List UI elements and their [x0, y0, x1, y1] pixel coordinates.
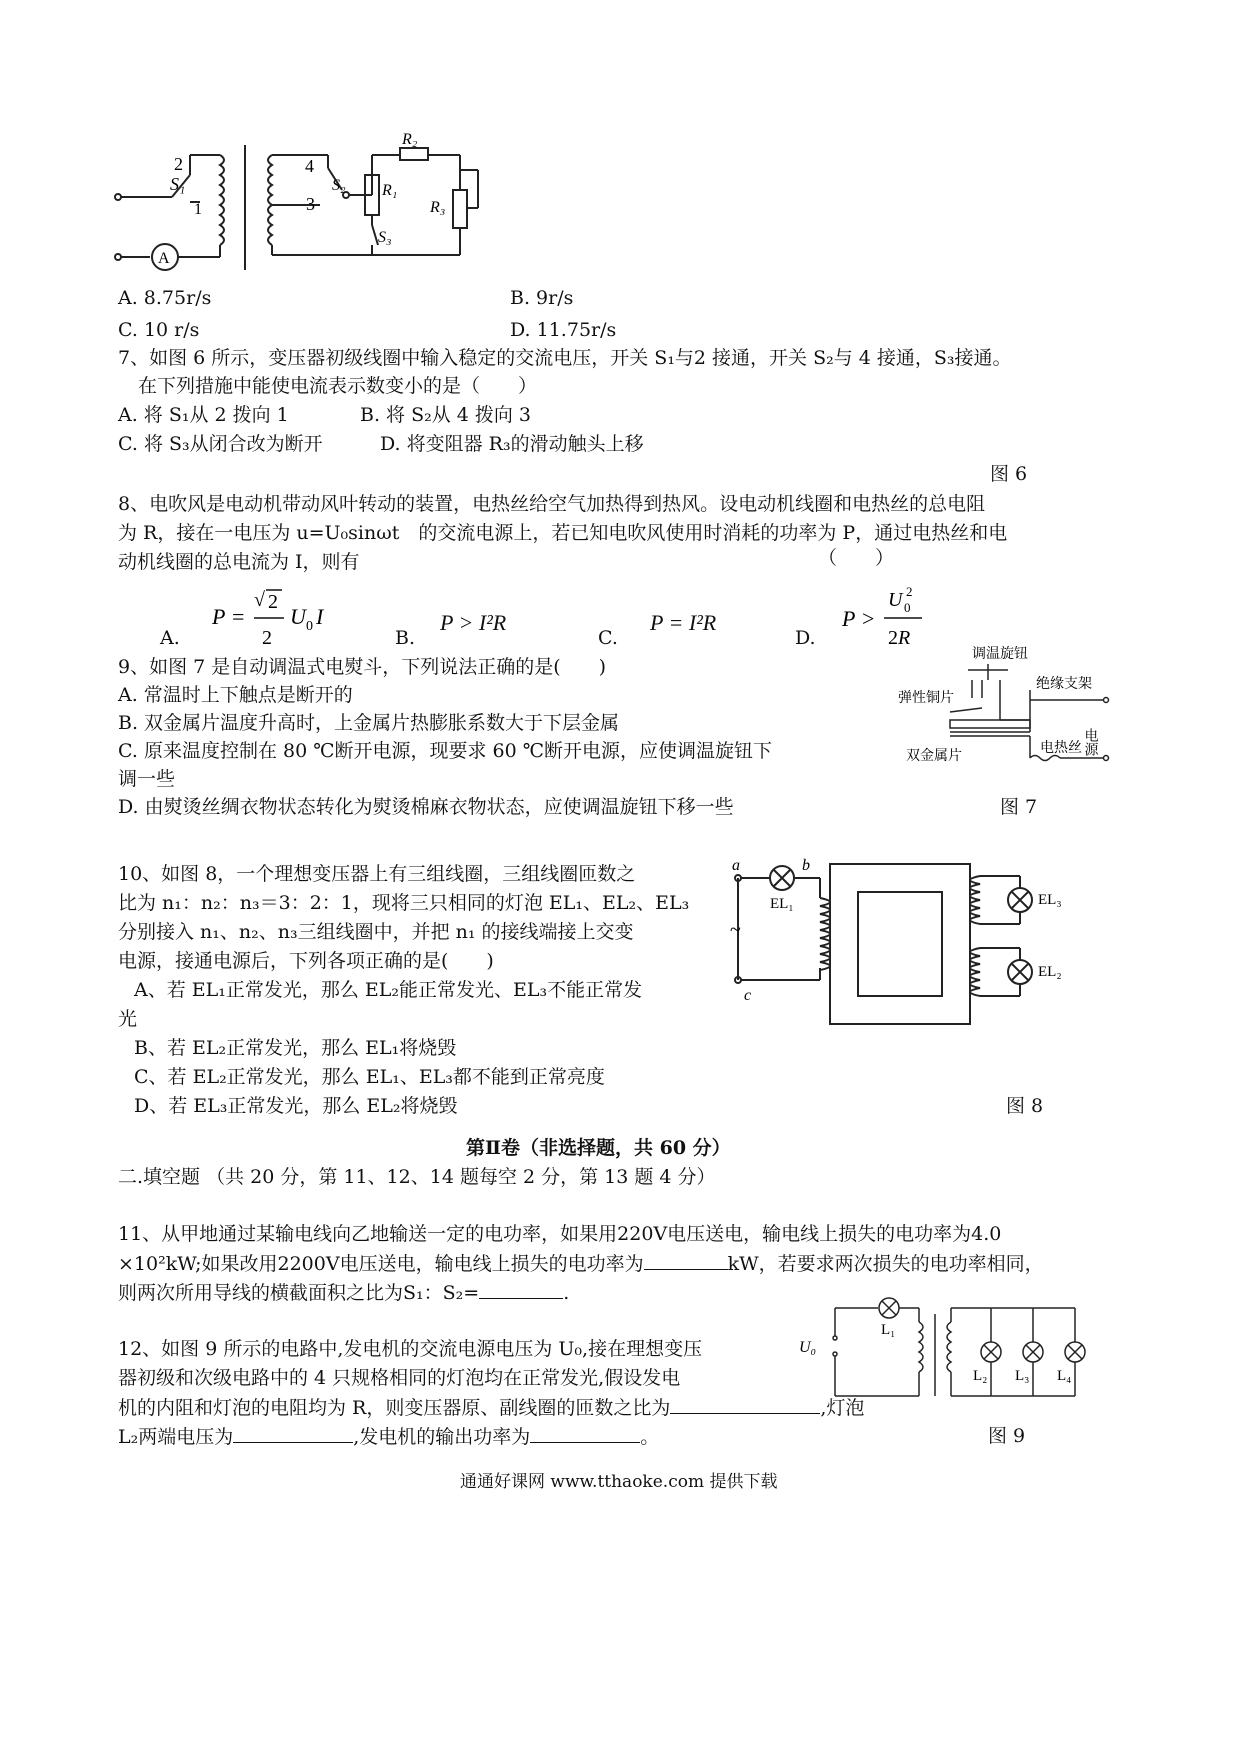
label-3: 3: [306, 194, 315, 214]
q12-line2: 器初级和次级电路中的 4 只规格相同的灯泡均在正常发光,假设发电: [118, 1367, 681, 1389]
label-s3: S₃: [378, 229, 392, 246]
fig8-label-ac: ~: [730, 919, 741, 941]
fig9-label-l4: L₄: [1057, 1368, 1072, 1384]
q11-line3: [118, 1280, 569, 1305]
fig9-label-l3: L₃: [1015, 1368, 1030, 1384]
figure-7-iron: [890, 640, 1120, 790]
figure-9-caption: 图 9: [988, 1425, 1026, 1447]
fig8-label-el2: EL₂: [1038, 964, 1062, 980]
q6-option-c: C. 10 r/s: [118, 319, 200, 341]
q9-option-c-line1: C. 原来温度控制在 80 ℃断开电源，现要求 60 ℃断开电源，应使调温旋钮下: [118, 740, 772, 762]
q10-option-c: C、若 EL₂正常发光，那么 EL₁、EL₃都不能到正常亮度: [134, 1066, 605, 1088]
q12-line3-post: ,灯泡: [820, 1397, 865, 1419]
page-footer: 通通好课网 www.tthaoke.com 提供下载: [460, 1472, 778, 1492]
q11-line2: [118, 1251, 1044, 1276]
section-2-title: 第Ⅱ卷（非选择题，共 60 分）: [466, 1137, 731, 1159]
q8-option-b-label: B.: [395, 627, 416, 649]
q12-line4-pre: L₂两端电压为: [118, 1426, 234, 1448]
label-r2: R₂: [402, 131, 418, 148]
fig9-label-l2: L₂: [973, 1368, 988, 1384]
q10-option-d: D、若 EL₃正常发光，那么 EL₂将烧毁: [134, 1095, 458, 1117]
fig7-label-bimetal: 双金属片: [906, 749, 962, 764]
figure-6-caption: 图 6: [990, 463, 1028, 485]
label-4: 4: [305, 156, 314, 176]
label-r3: R₃: [430, 199, 446, 216]
fig8-label-a: a: [732, 858, 740, 874]
q9-option-a: A. 常温时上下触点是断开的: [118, 684, 353, 706]
q12-line4-mid: ,发电机的输出功率为: [353, 1426, 531, 1448]
svg-text:2R: 2R: [888, 627, 911, 649]
label-2: 2: [174, 154, 183, 174]
figure-7-caption: 图 7: [1000, 796, 1038, 818]
q8-line3: 动机线圈的总电流为 I，则有: [118, 551, 360, 573]
q8-line2: 为 R，接在一电压为 u=U₀sinωt 的交流电源上，若已知电吹风使用时消耗的功率为 P，通过电热丝和电: [118, 522, 1008, 544]
q11-blank-1[interactable]: [644, 1251, 728, 1270]
q8-formula-a: [210, 582, 360, 666]
figure-8-transformer: [730, 858, 1110, 1038]
q10-line3: 分别接入 n₁、n₂、n₃三组线圈中，并把 n₁ 的接线端接上交变: [118, 921, 634, 943]
q8-option-c-label: C.: [598, 627, 618, 649]
label-s2: S₂: [332, 177, 346, 194]
q11-line2-pre: ×10²kW;如果改用2200V电压送电，输电线上损失的电功率为: [118, 1253, 644, 1275]
svg-text:2: 2: [268, 591, 278, 613]
fig9-label-l1: L₁: [881, 1322, 896, 1338]
label-r1: R₁: [382, 182, 398, 199]
fig8-label-c: c: [744, 987, 752, 1004]
q8-formula-c: P = I²R: [650, 610, 717, 635]
q8-answer-bracket: （ ）: [818, 547, 895, 569]
q11-line2-post: kW，若要求两次损失的电功率相同，: [727, 1253, 1044, 1275]
svg-text:2: 2: [262, 627, 272, 649]
ammeter-label: A: [158, 250, 170, 267]
q7-option-b: B. 将 S₂从 4 拨向 3: [360, 404, 532, 426]
q10-line1: 10、如图 8，一个理想变压器上有三组线圈，三组线圈匝数之: [118, 863, 636, 885]
q9-option-c-line2: 调一些: [118, 768, 176, 790]
q11-line3-post: .: [563, 1282, 570, 1304]
q9-option-d: D. 由熨烫丝绸衣物状态转化为熨烫棉麻衣物状态，应使调温旋钮下移一些: [118, 796, 734, 818]
q12-line1: 12、如图 9 所示的电路中,发电机的交流电源电压为 U₀,接在理想变压: [118, 1338, 703, 1360]
q12-line4: [118, 1424, 659, 1449]
q6-option-d: D. 11.75r/s: [510, 319, 617, 341]
q8-line1: 8、电吹风是电动机带动风叶转动的装置，电热丝给空气加热得到热风。设电动机线圈和电热丝的总电阻: [118, 493, 986, 515]
q11-blank-2[interactable]: [479, 1280, 563, 1299]
fig9-label-u0: U₀: [799, 1339, 817, 1356]
svg-text:=: =: [232, 604, 245, 629]
fig7-label-copper: 弹性铜片: [898, 691, 954, 706]
figure-6-circuit: [110, 120, 490, 280]
q7-option-d: D. 将变阻器 R₃的滑动触头上移: [380, 433, 644, 455]
q10-line2: 比为 n₁：n₂：n₃＝3：2：1，现将三只相同的灯泡 EL₁、EL₂、EL₃: [118, 892, 690, 914]
q7-option-a: A. 将 S₁从 2 拨向 1: [118, 404, 289, 426]
q12-blank-2[interactable]: [233, 1424, 353, 1443]
label-1: 1: [194, 201, 202, 218]
q12-blank-1[interactable]: [670, 1395, 820, 1414]
fig8-label-el1: EL₁: [770, 896, 794, 912]
q12-line3: [118, 1395, 864, 1420]
svg-text:U: U: [290, 604, 306, 629]
fig7-label-power: 电源: [1082, 728, 1098, 756]
q8-option-a-label: A.: [160, 627, 180, 649]
q11-line3-pre: 则两次所用导线的横截面积之比为S₁：S₂=: [118, 1282, 480, 1304]
fig8-label-b: b: [802, 858, 810, 874]
svg-text:0: 0: [306, 619, 313, 634]
svg-text:>: >: [862, 606, 875, 631]
q11-line1: 11、从甲地通过某输电线向乙地输送一定的电功率，如果用220V电压送电，输电线上损失的电功率为4.0: [118, 1223, 1002, 1245]
q9-option-b: B. 双金属片温度升高时，上金属片热膨胀系数大于下层金属: [118, 712, 620, 734]
q7-stem-line1: 7、如图 6 所示，变压器初级线圈中输入稳定的交流电压，开关 S₁与2 接通，开关 S₂与 4 接通，S₃接通。: [118, 347, 1012, 369]
q12-line3-pre: 机的内阻和灯泡的电阻均为 R，则变压器原、副线圈的匝数之比为: [118, 1397, 671, 1419]
section-2-subtitle: 二.填空题 （共 20 分，第 11、12、14 题每空 2 分，第 13 题 4 分）: [118, 1166, 716, 1188]
q7-option-c: C. 将 S₃从闭合改为断开: [118, 433, 323, 455]
svg-text:P: P: [842, 606, 856, 631]
svg-text:√: √: [254, 589, 265, 611]
q6-option-a: A. 8.75r/s: [118, 287, 212, 309]
q12-line4-post: 。: [640, 1426, 660, 1448]
fig7-label-heater: 电热丝: [1040, 741, 1082, 756]
svg-text:0: 0: [904, 600, 911, 615]
figure-8-caption: 图 8: [1006, 1095, 1044, 1117]
svg-text:U: U: [888, 589, 903, 611]
q7-stem-line2: 在下列措施中能使电流表示数变小的是（ ）: [138, 375, 538, 397]
q12-blank-3[interactable]: [530, 1424, 640, 1443]
q9-stem: 9、如图 7 是自动调温式电熨斗，下列说法正确的是( ): [118, 656, 607, 678]
label-s1: S₁: [170, 174, 186, 194]
q8-formula-b: P > I²R: [440, 610, 507, 635]
q8-option-d-label: D.: [795, 627, 816, 649]
svg-text:2: 2: [906, 584, 913, 599]
svg-text:I: I: [316, 604, 324, 629]
q10-option-a-line1: A、若 EL₁正常发光，那么 EL₂能正常发光、EL₃不能正常发: [134, 979, 643, 1001]
q10-option-a-line2: 光: [118, 1008, 138, 1030]
fig8-label-el3: EL₃: [1038, 892, 1062, 908]
fig7-label-support: 绝缘支架: [1036, 677, 1092, 692]
q6-option-b: B. 9r/s: [510, 287, 574, 309]
svg-text:P: P: [212, 604, 226, 629]
fig7-label-knob: 调温旋钮: [972, 647, 1028, 662]
q10-line4: 电源，接通电源后，下列各项正确的是( ): [118, 950, 494, 972]
q10-option-b: B、若 EL₂正常发光，那么 EL₁将烧毁: [134, 1037, 457, 1059]
